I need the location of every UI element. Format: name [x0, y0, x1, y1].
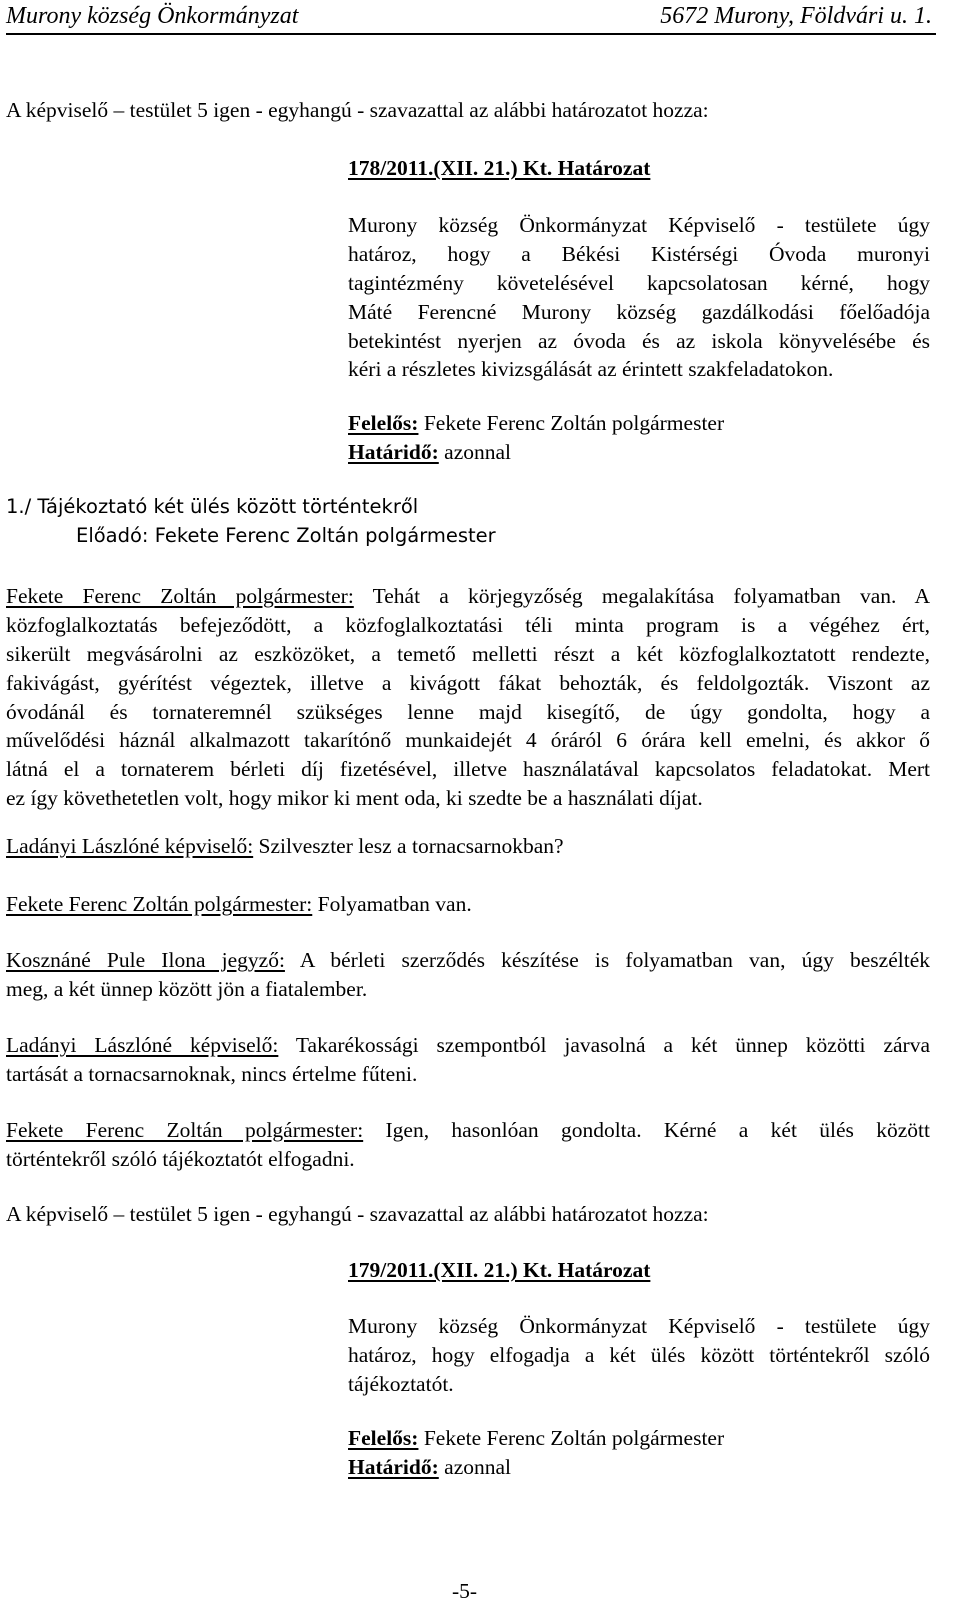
speech-line: sikerült megvásárolni az eszközöket, a temető melletti részt a két közfoglalkoztatott rendezte, [6, 641, 930, 666]
responsible-value: Fekete Ferenc Zoltán polgármester [418, 1426, 725, 1450]
responsible-line [348, 1424, 724, 1453]
speech-line: látná el a tornaterem bérleti díj fizetésével, illetve használatával kapcsolatos feladatokat. Mert [6, 757, 930, 782]
speech-line: közfoglalkoztatás befejeződött, a közfoglalkoztatási téli minta program is a végéhez ért, [6, 612, 930, 637]
speech-line: Ladányi Lászlóné képviselő: Takarékossági szempontból javasolná a két ünnep közötti zárva [6, 1033, 930, 1057]
resolution-line: Murony község Önkormányzat Képviselő - testülete úgy [348, 1314, 930, 1338]
vote-intro: A képviselő – testület 5 igen - egyhangú - szavazattal az alábbi határozatot hozza: [6, 1202, 709, 1226]
deadline-label: Határidő: [348, 1455, 439, 1479]
resolution-line: betekintést nyerjen az óvoda és az iskola könyvelésébe és [348, 328, 930, 353]
speaker-name: Ladányi Lászlóné képviselő: [6, 1033, 279, 1057]
deadline-label: Határidő: [348, 440, 439, 464]
speech-line: Fekete Ferenc Zoltán polgármester: Igen, hasonlóan gondolta. Kérné a két ülés között [6, 1118, 930, 1142]
speaker-name: Fekete Ferenc Zoltán polgármester: [6, 584, 354, 608]
speech-paragraph [6, 1031, 930, 1089]
speaker-name: Fekete Ferenc Zoltán polgármester: [6, 892, 313, 916]
speech-line: művelődési háznál alkalmazott takarítónő munkaidejét 4 óráról 6 órára kell emelni, és akkor ő [6, 728, 930, 753]
vote-intro: A képviselő – testület 5 igen - egyhangú - szavazattal az alábbi határozatot hozza: [6, 98, 709, 122]
resolution-line: kéri a részletes kivizsgálását az érintett szakfeladatokon. [348, 357, 834, 382]
resolution-line: határoz, hogy elfogadja a két ülés között történtekről szóló [348, 1342, 930, 1367]
resolution-line: Máté Ferencné Murony község gazdálkodási főelőadója [348, 299, 930, 324]
deadline-line [348, 438, 511, 467]
resolution-line: Murony község Önkormányzat Képviselő - testülete úgy [348, 213, 930, 237]
resolution-title: 178/2011.(XII. 21.) Kt. Határozat [348, 156, 651, 180]
speech-line: Kosznáné Pule Ilona jegyző: A bérleti szerződés készítése is folyamatban van, úgy beszélték [6, 948, 931, 972]
speech-paragraph [6, 1116, 930, 1174]
resolution-line: tagintézmény követelésével kapcsolatosan kérné, hogy [348, 270, 930, 295]
speech-paragraph [6, 582, 930, 813]
speech-paragraph: Fekete Ferenc Zoltán polgármester: Folyamatban van. [6, 892, 472, 916]
speaker-name: Fekete Ferenc Zoltán polgármester: [6, 1118, 364, 1142]
agenda-title: 1./ Tájékoztató két ülés között történtekről [6, 495, 419, 518]
responsible-value: Fekete Ferenc Zoltán polgármester [418, 411, 725, 435]
deadline-line [348, 1453, 511, 1482]
resolution-text [348, 1312, 930, 1399]
responsible-label: Felelős: [348, 411, 419, 435]
header-divider [6, 33, 936, 35]
deadline-value: azonnal [438, 1455, 512, 1479]
resolution-title: 179/2011.(XII. 21.) Kt. Határozat [348, 1258, 651, 1282]
deadline-value: azonnal [438, 440, 512, 464]
speech-line: tartását a tornacsarnoknak, nincs értelme fűteni. [6, 1061, 418, 1086]
resolution-text [348, 211, 930, 384]
speaker-name: Ladányi Lászlóné képviselő: [6, 834, 254, 858]
speaker-name: Kosznáné Pule Ilona jegyző: [6, 948, 285, 972]
responsible-line [348, 409, 724, 438]
page-number: -5- [452, 1579, 478, 1603]
speech-paragraph [6, 946, 930, 1004]
speech-line: óvodánál és tornateremnél szükséges lenne majd kisegítő, de úgy gondolta, hogy a [6, 699, 930, 724]
speech-line: meg, a két ünnep között jön a fiatalember. [6, 976, 368, 1001]
resolution-line: határoz, hogy a Békési Kistérségi Óvoda muronyi [348, 241, 930, 266]
agenda-presenter: Előadó: Fekete Ferenc Zoltán polgármester [76, 524, 496, 547]
speech-line: Fekete Ferenc Zoltán polgármester: Tehát a körjegyzőség megalakítása folyamatban van. A [6, 584, 930, 608]
speech-line: fakivágást, gyérítést végeztek, illetve a kivágott fákat behozták, és feldolgozták. Viszont az [6, 670, 930, 695]
header-municipality: Murony község Önkormányzat [6, 3, 299, 29]
speech-paragraph: Ladányi Lászlóné képviselő: Szilveszter lesz a tornacsarnokban? [6, 834, 564, 858]
speech-line: ez így követhetetlen volt, hogy mikor ki ment oda, ki szedte be a használati díjat. [6, 786, 703, 811]
header-address: 5672 Murony, Földvári u. 1. [660, 3, 932, 29]
speech-line: történtekről szóló tájékoztatót elfogadni. [6, 1146, 355, 1171]
resolution-line: tájékoztatót. [348, 1371, 454, 1396]
responsible-label: Felelős: [348, 1426, 419, 1450]
